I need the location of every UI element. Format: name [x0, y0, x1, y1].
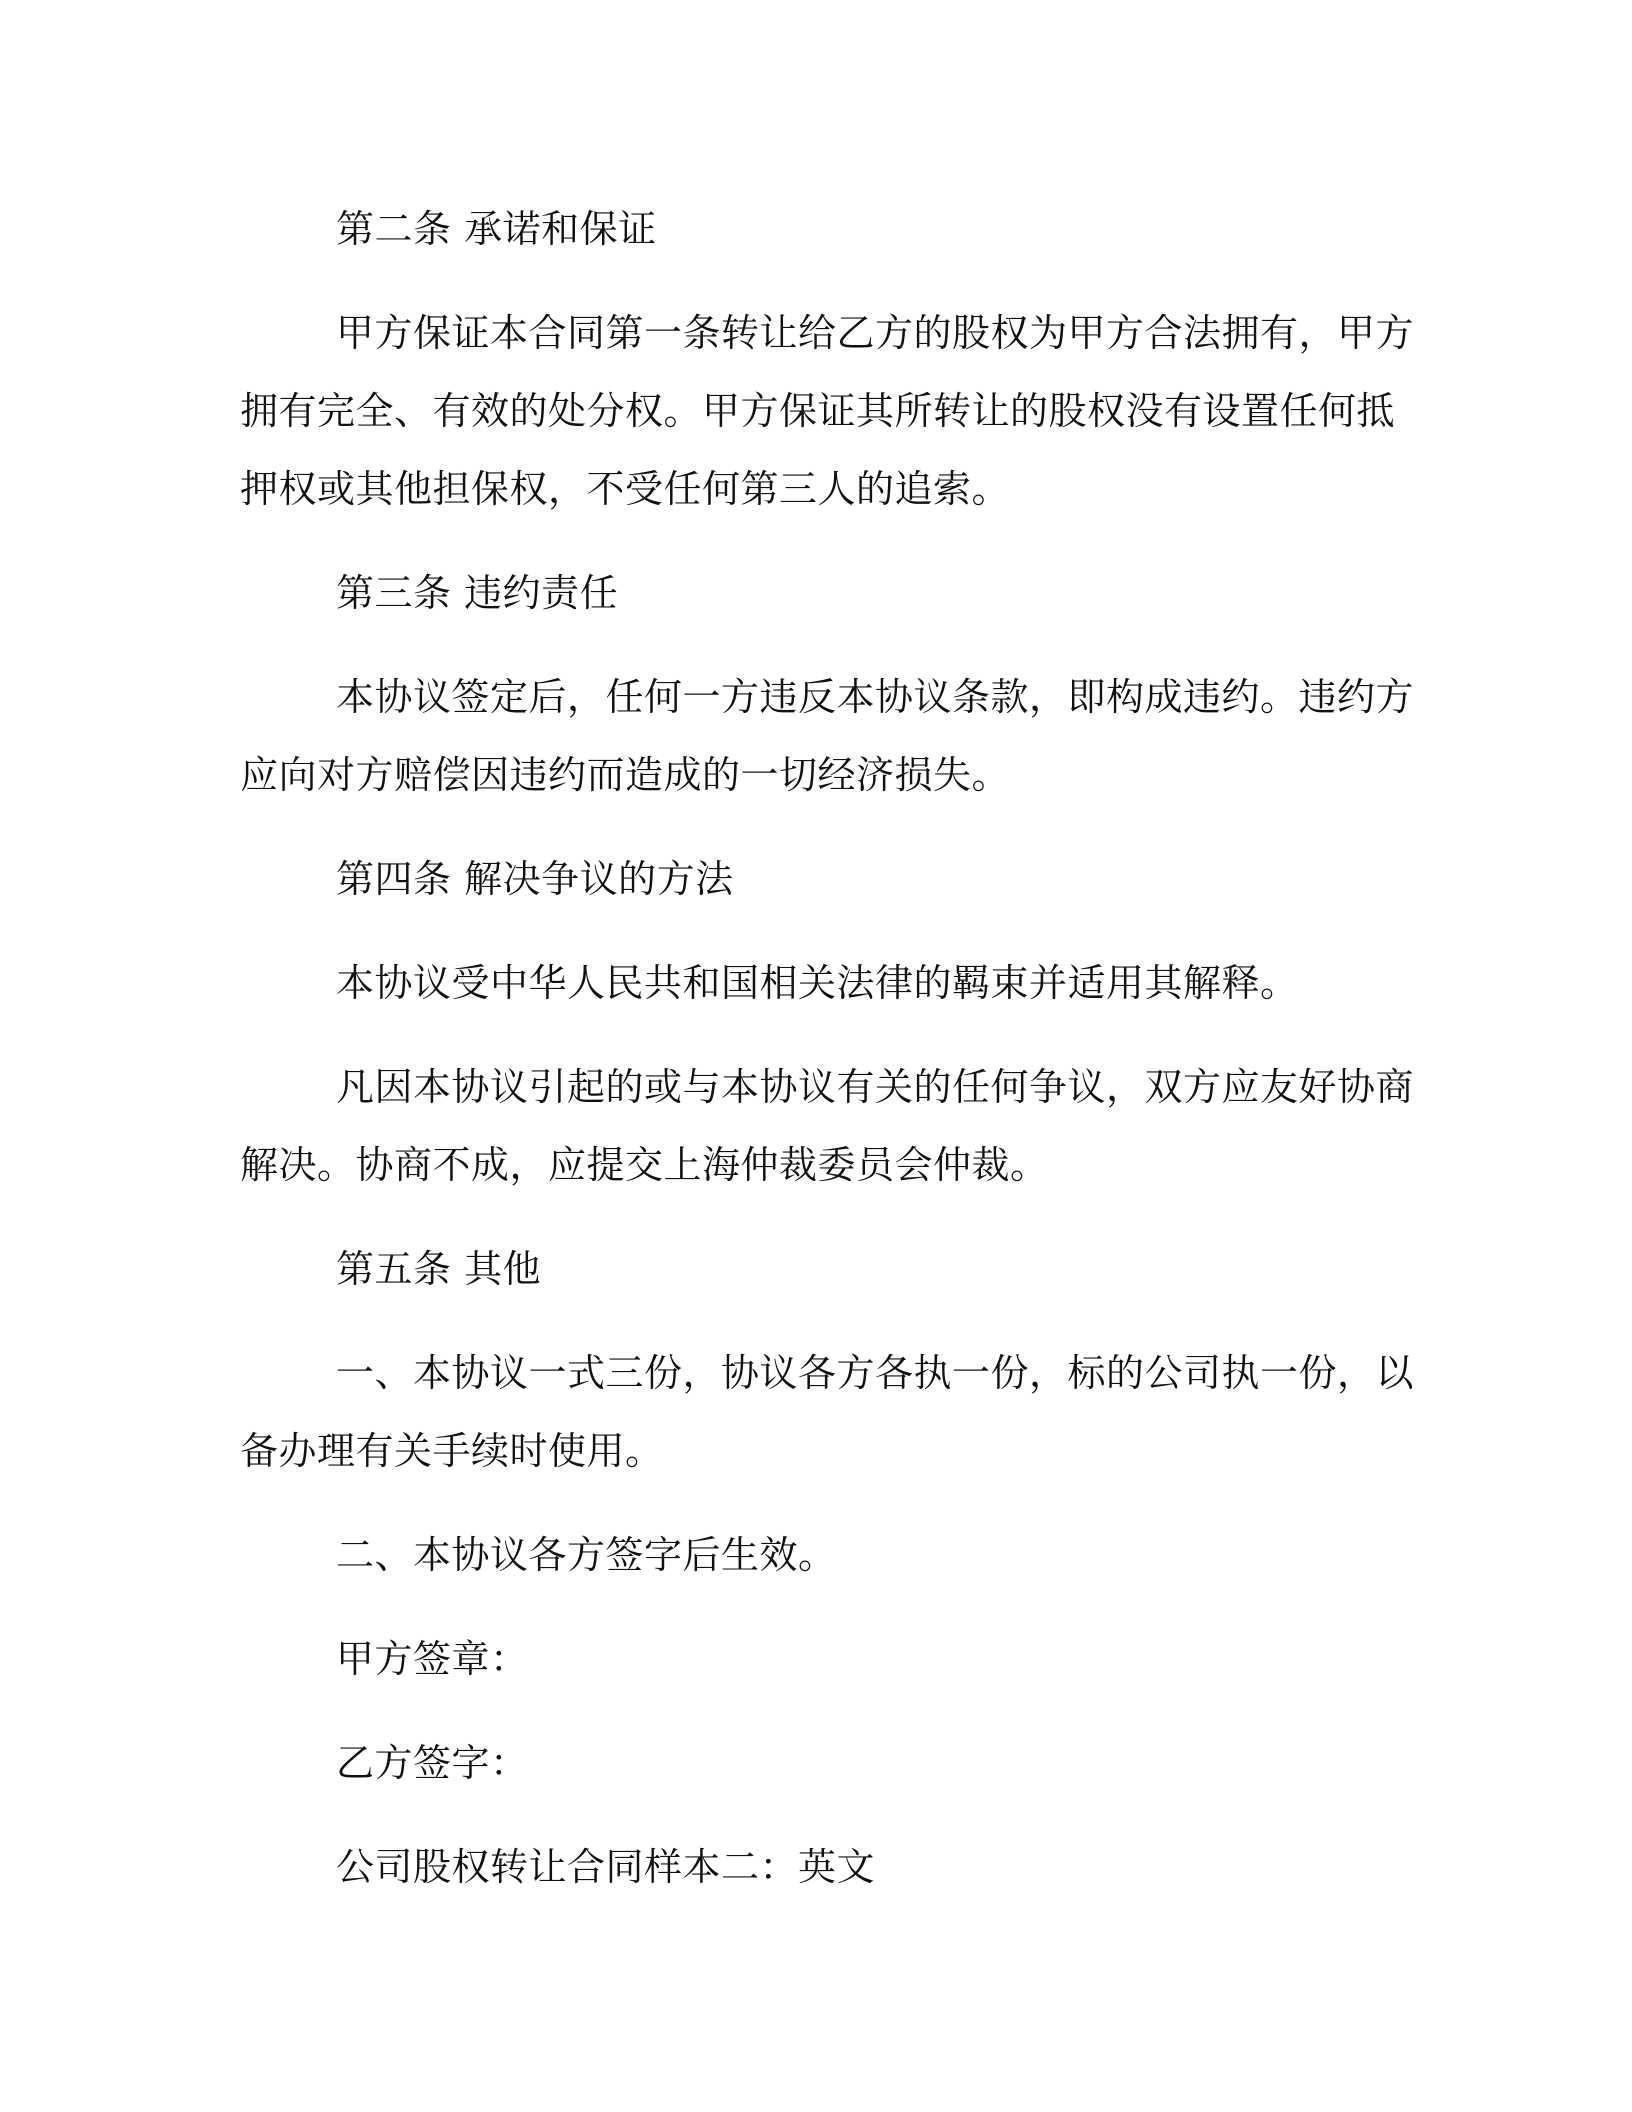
paragraph-line: 解决。协商不成，应提交上海仲裁委员会仲裁。 [240, 1143, 1049, 1187]
paragraph-line: 应向对方赔偿因违约而造成的一切经济损失。 [240, 753, 1011, 797]
document-body [240, 190, 1415, 1906]
paragraph-line: 押权或其他担保权，不受任何第三人的追索。 [240, 467, 1011, 511]
paragraph-line: 备办理有关手续时使用。 [240, 1429, 664, 1473]
article2-paragraph [240, 294, 1415, 528]
party-a-signature-label: 甲方签章： [336, 1637, 529, 1681]
paragraph-line: 拥有完全、有效的处分权。甲方保证其所转让的股权没有设置任何抵 [240, 389, 1396, 433]
paragraph-line: 甲方保证本合同第一条转让给乙方的股权为甲方合法拥有，甲方 [336, 311, 1415, 355]
article4-heading: 第四条 解决争议的方法 [336, 857, 734, 901]
article5-item-1 [240, 1334, 1415, 1490]
article4-paragraph-1: 本协议受中华人民共和国相关法律的羁束并适用其解释。 [336, 961, 1299, 1005]
paragraph-line: 一、本协议一式三份，协议各方各执一份，标的公司执一份，以 [336, 1351, 1415, 1395]
article3-heading: 第三条 违约责任 [336, 571, 619, 615]
article5-item-2: 二、本协议各方签字后生效。 [336, 1533, 837, 1577]
sample-title: 公司股权转让合同样本二：英文 [336, 1845, 876, 1889]
article5-heading: 第五条 其他 [336, 1247, 542, 1291]
paragraph-line: 凡因本协议引起的或与本协议有关的任何争议，双方应友好协商 [336, 1065, 1415, 1109]
article3-paragraph [240, 658, 1415, 814]
paragraph-line: 本协议签定后，任何一方违反本协议条款，即构成违约。违约方 [336, 675, 1415, 719]
party-b-signature-label: 乙方签字： [336, 1741, 529, 1785]
article2-heading: 第二条 承诺和保证 [336, 207, 657, 251]
article4-paragraph-2 [240, 1048, 1415, 1204]
